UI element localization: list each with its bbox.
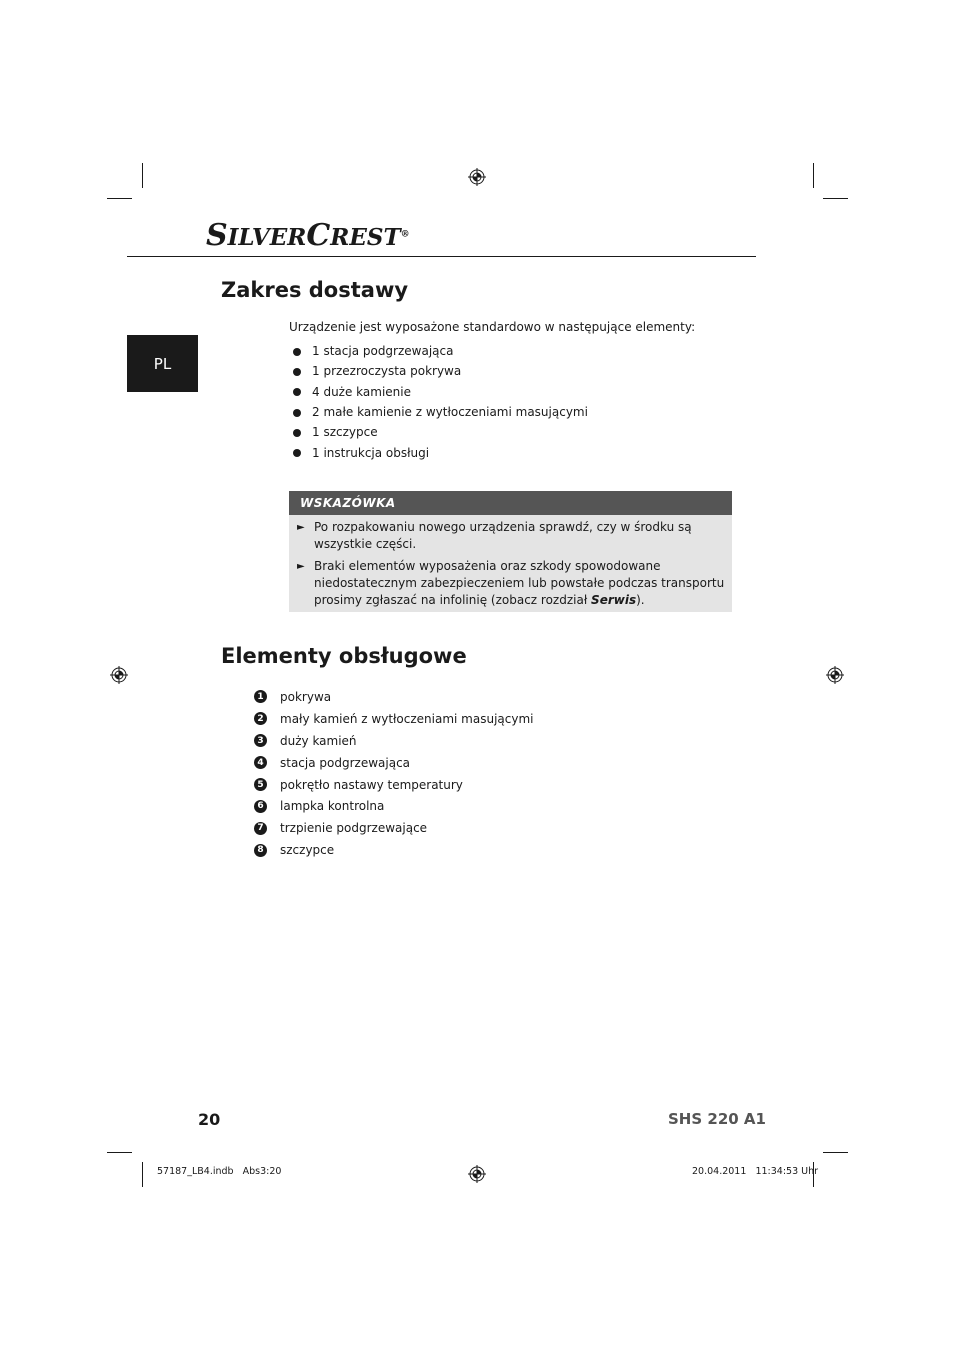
registered-mark: ® <box>400 229 410 240</box>
list-item: 6 lampka kontrolna <box>254 795 534 817</box>
bullet-icon <box>293 429 301 437</box>
page-number: 20 <box>198 1110 221 1129</box>
list-item: 1 pokrywa <box>254 686 534 708</box>
print-slug-date: 20.04.2011 11:34:53 Uhr <box>692 1166 819 1177</box>
crop-mark <box>813 163 814 188</box>
section-title: Zakres dostawy <box>221 278 409 302</box>
number-badge: 2 <box>254 712 267 725</box>
crop-mark <box>823 198 848 199</box>
note-item: ► Po rozpakowaniu nowego urządzenia sprawdź, czy w środku są wszystkie części. <box>297 520 692 551</box>
language-code: PL <box>153 354 172 373</box>
registration-mark-icon <box>468 1165 486 1183</box>
number-badge: 4 <box>254 756 267 769</box>
crop-mark <box>142 1162 143 1187</box>
bullet-icon <box>293 449 301 457</box>
header-rule <box>127 256 756 257</box>
arrow-icon: ► <box>297 522 305 533</box>
list-item: 1 instrukcja obsługi <box>293 440 588 464</box>
number-badge: 8 <box>254 844 267 857</box>
arrow-icon: ► <box>297 561 305 572</box>
crop-mark <box>823 1152 848 1153</box>
note-heading: WSKAZÓWKA <box>289 491 732 515</box>
registration-mark-icon <box>826 666 844 684</box>
list-item: 3 duży kamień <box>254 730 534 752</box>
logo-letter: S <box>206 218 228 253</box>
crop-mark <box>107 198 132 199</box>
number-badge: 6 <box>254 800 267 813</box>
crop-mark <box>142 163 143 188</box>
list-item: 2 małe kamienie z wytłoczeniami masującymi <box>293 400 588 424</box>
language-tab <box>127 335 198 392</box>
crop-mark <box>107 1152 132 1153</box>
controls-list <box>254 686 534 861</box>
intro-text: Urządzenie jest wyposażone standardowo w następujące elementy: <box>289 320 696 334</box>
list-item: 1 przezroczysta pokrywa <box>293 359 588 383</box>
number-badge: 1 <box>254 690 267 703</box>
list-item: 2 mały kamień z wytłoczeniami masującymi <box>254 708 534 730</box>
number-badge: 7 <box>254 822 267 835</box>
number-badge: 3 <box>254 734 267 747</box>
list-item: 5 pokrętło nastawy temperatury <box>254 774 534 796</box>
bullet-icon <box>293 348 301 356</box>
delivery-list <box>293 343 588 465</box>
model-number: SHS 220 A1 <box>668 1110 766 1128</box>
logo-letter: C <box>306 218 331 253</box>
chapter-reference: Serwis <box>591 593 637 607</box>
number-badge: 5 <box>254 778 267 791</box>
note-body <box>289 515 732 612</box>
list-item: 7 trzpienie podgrzewające <box>254 817 534 839</box>
logo-text: REST <box>330 224 401 251</box>
bullet-icon <box>293 409 301 417</box>
bullet-icon <box>293 388 301 396</box>
bullet-icon <box>293 368 301 376</box>
list-item: 4 stacja podgrzewająca <box>254 752 534 774</box>
print-slug-file: 57187_LB4.indb Abs3:20 <box>157 1166 282 1177</box>
section-title: Elementy obsługowe <box>221 644 467 668</box>
logo-text: ILVER <box>227 224 307 251</box>
list-item: 4 duże kamienie <box>293 380 588 404</box>
brand-logo <box>206 218 410 253</box>
list-item: 1 szczypce <box>293 420 588 444</box>
note-item: ► Braki elementów wyposażenia oraz szkody spowodowane niedostatecznym zabezpieczeniem lub powstałe podczas transportu prosimy zgłaszać na infolinię (zobacz rozdział Serwis). <box>297 559 725 607</box>
registration-mark-icon <box>468 168 486 186</box>
registration-mark-icon <box>110 666 128 684</box>
list-item: 1 stacja podgrzewająca <box>293 339 588 363</box>
list-item: 8 szczypce <box>254 839 534 861</box>
